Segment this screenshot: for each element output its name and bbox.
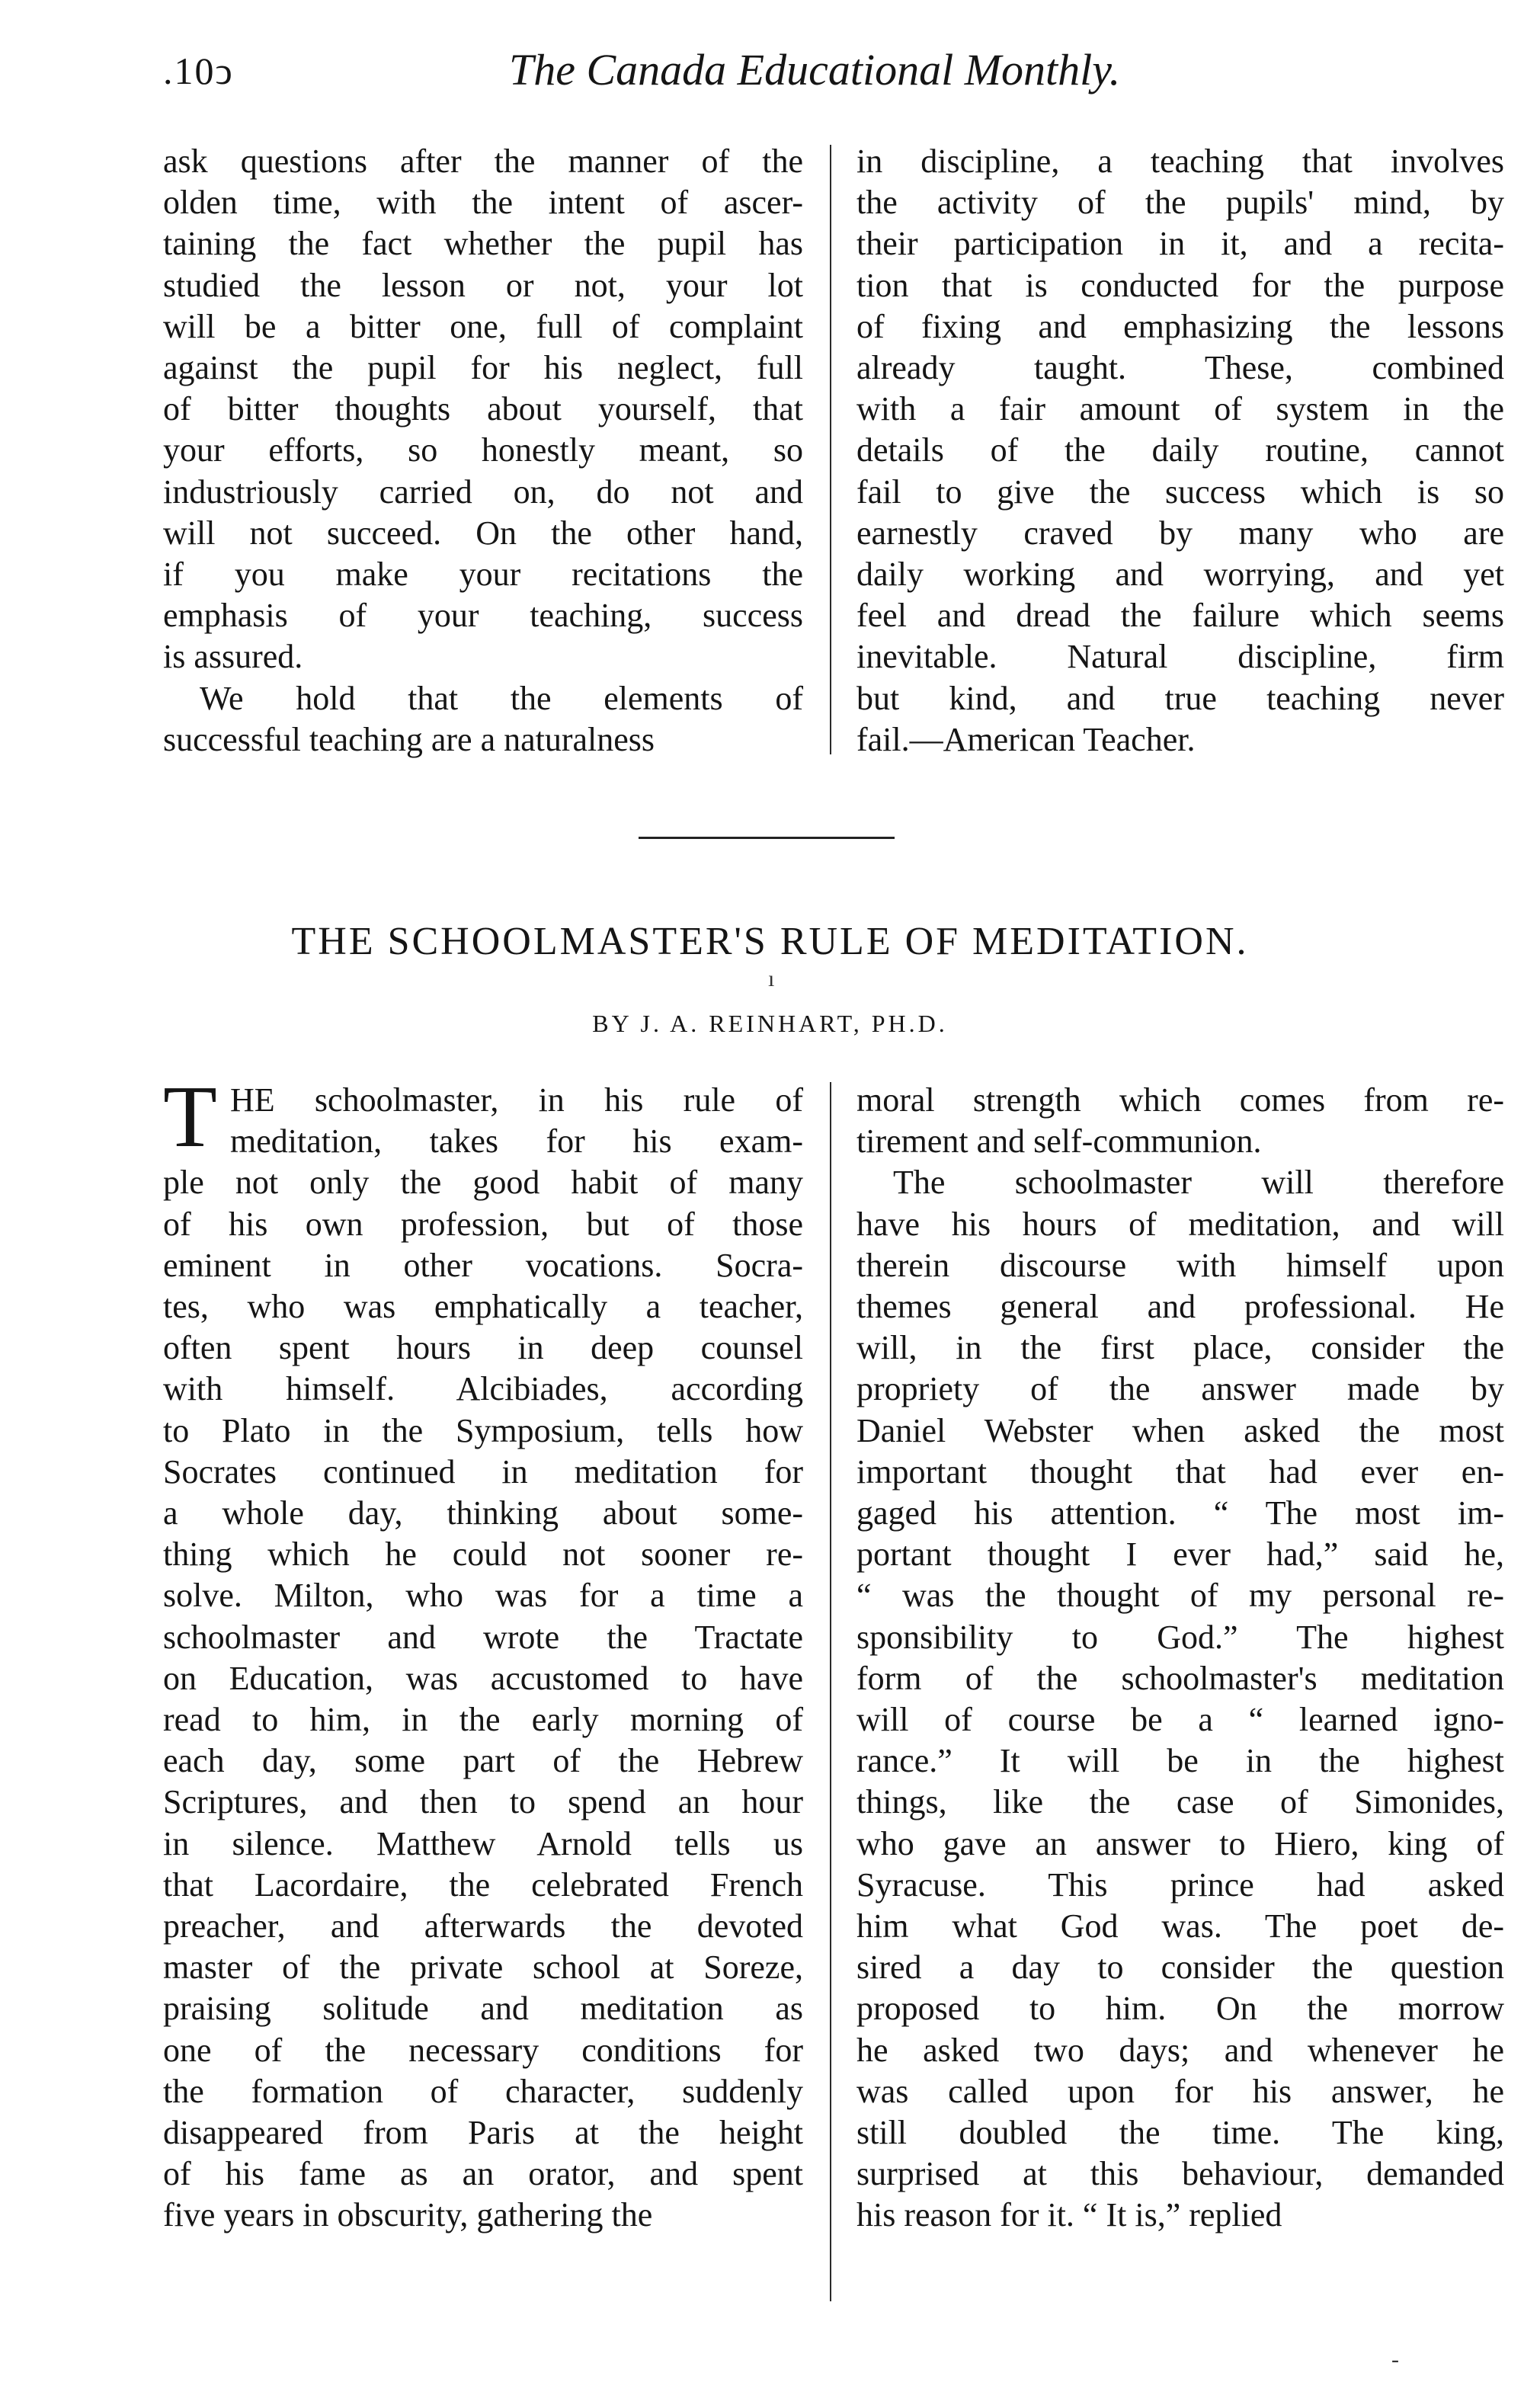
- text-line: but kind, and true teaching never: [856, 680, 1504, 717]
- section-divider: [639, 837, 895, 839]
- text-line: Scriptures, and then to spend an hour: [163, 1783, 803, 1820]
- top-column-rule: [830, 145, 831, 754]
- text-line: will, in the first place, consider the: [856, 1329, 1504, 1366]
- top-left-column: [163, 140, 803, 796]
- text-line: tion that is conducted for the purpose: [856, 267, 1504, 304]
- text-line: of fixing and emphasizing the lessons: [856, 308, 1504, 345]
- text-line: already taught. These, combined: [856, 349, 1504, 386]
- footer-mark: -: [1391, 2347, 1399, 2372]
- text-line: Daniel Webster when asked the most: [856, 1412, 1504, 1449]
- text-line: tes, who was emphatically a teacher,: [163, 1288, 803, 1325]
- text-line: of bitter thoughts about yourself, that: [163, 390, 803, 427]
- text-line: proposed to him. On the morrow: [856, 1990, 1504, 2027]
- text-line: your efforts, so honestly meant, so: [163, 431, 803, 469]
- text-line: one of the necessary conditions for: [163, 2032, 803, 2069]
- text-line: things, like the case of Simonides,: [856, 1783, 1504, 1820]
- text-line: he asked two days; and whenever he: [856, 2032, 1504, 2069]
- article-byline: BY J. A. REINHART, PH.D.: [592, 1010, 948, 1037]
- text-line: who gave an answer to Hiero, king of: [856, 1825, 1504, 1862]
- text-line: The schoolmaster will therefore: [893, 1164, 1504, 1201]
- text-line: with himself. Alcibiades, according: [163, 1370, 803, 1407]
- text-line: taining the fact whether the pupil has: [163, 225, 803, 262]
- text-line: surprised at this behaviour, demanded: [856, 2155, 1504, 2192]
- text-line: Socrates continued in meditation for: [163, 1453, 803, 1491]
- text-line: him what God was. The poet de-: [856, 1907, 1504, 1945]
- text-line: read to him, in the early morning of: [163, 1701, 803, 1738]
- text-line: fail to give the success which is so: [856, 473, 1504, 511]
- text-line: emphasis of your teaching, success: [163, 597, 803, 634]
- text-line: disappeared from Paris at the height: [163, 2114, 803, 2151]
- text-line: his reason for it. “ It is,” replied: [856, 2196, 1282, 2233]
- text-line: Syracuse. This prince had asked: [856, 1866, 1504, 1904]
- text-line: thing which he could not sooner re-: [163, 1535, 803, 1573]
- text-line: often spent hours in deep counsel: [163, 1329, 803, 1366]
- text-line: HE schoolmaster, in his rule of: [230, 1081, 803, 1119]
- text-line: fail.—American Teacher.: [856, 721, 1196, 758]
- stray-mark: ı: [768, 966, 775, 991]
- text-line: moral strength which comes from re-: [856, 1081, 1504, 1119]
- text-line: inevitable. Natural discipline, firm: [856, 638, 1504, 675]
- text-line: daily working and worrying, and yet: [856, 556, 1504, 593]
- text-line: was called upon for his answer, he: [856, 2073, 1504, 2110]
- text-line: ask questions after the manner of the: [163, 142, 803, 180]
- text-line: is assured.: [163, 638, 303, 675]
- bottom-column-rule: [830, 1082, 831, 2301]
- page-number: .10ↄ: [163, 50, 234, 92]
- text-line: in discipline, a teaching that involves: [856, 142, 1504, 180]
- text-line: solve. Milton, who was for a time a: [163, 1577, 803, 1614]
- text-line: have his hours of meditation, and will: [856, 1206, 1504, 1243]
- text-line: industriously carried on, do not and: [163, 473, 803, 511]
- article-title: THE SCHOOLMASTER'S RULE OF MEDITATION.: [291, 920, 1249, 963]
- text-line: sponsibility to God.” The highest: [856, 1619, 1504, 1656]
- text-line: earnestly craved by many who are: [856, 514, 1504, 552]
- text-line: still doubled the time. The king,: [856, 2114, 1504, 2151]
- text-line: the activity of the pupils' mind, by: [856, 184, 1504, 221]
- text-line: five years in obscurity, gathering the: [163, 2196, 653, 2233]
- text-line: We hold that the elements of: [200, 680, 803, 717]
- text-line: of his fame as an orator, and spent: [163, 2155, 803, 2192]
- text-line: praising solitude and meditation as: [163, 1990, 803, 2027]
- text-line: will of course be a “ learned igno-: [856, 1701, 1504, 1738]
- top-right-column: [856, 140, 1504, 796]
- text-line: if you make your recitations the: [163, 556, 803, 593]
- text-line: the formation of character, suddenly: [163, 2073, 803, 2110]
- text-line: on Education, was accustomed to have: [163, 1660, 803, 1697]
- text-line: rance.” It will be in the highest: [856, 1742, 1504, 1779]
- text-line: therein discourse with himself upon: [856, 1247, 1504, 1284]
- text-line: schoolmaster and wrote the Tractate: [163, 1619, 803, 1656]
- text-line: meditation, takes for his exam-: [230, 1122, 803, 1160]
- bottom-right-column: [856, 1079, 1504, 2314]
- drop-cap: T: [163, 1068, 217, 1166]
- text-line: important thought that had ever en-: [856, 1453, 1504, 1491]
- text-line: feel and dread the failure which seems: [856, 597, 1504, 634]
- text-line: studied the lesson or not, your lot: [163, 267, 803, 304]
- text-line: eminent in other vocations. Socra-: [163, 1247, 803, 1284]
- text-line: each day, some part of the Hebrew: [163, 1742, 803, 1779]
- text-line: their participation in it, and a recita-: [856, 225, 1504, 262]
- text-line: in silence. Matthew Arnold tells us: [163, 1825, 803, 1862]
- text-line: form of the schoolmaster's meditation: [856, 1660, 1504, 1697]
- text-line: with a fair amount of system in the: [856, 390, 1504, 427]
- text-line: details of the daily routine, cannot: [856, 431, 1504, 469]
- text-line: ple not only the good habit of many: [163, 1164, 803, 1201]
- text-line: themes general and professional. He: [856, 1288, 1504, 1325]
- bottom-left-column: [163, 1079, 803, 2314]
- text-line: of his own profession, but of those: [163, 1206, 803, 1243]
- text-line: tirement and self-communion.: [856, 1122, 1262, 1160]
- text-line: gaged his attention. “ The most im-: [856, 1494, 1504, 1532]
- text-line: will not succeed. On the other hand,: [163, 514, 803, 552]
- text-line: against the pupil for his neglect, full: [163, 349, 803, 386]
- text-line: preacher, and afterwards the devoted: [163, 1907, 803, 1945]
- journal-title: The Canada Educational Monthly.: [509, 45, 1121, 94]
- text-line: that Lacordaire, the celebrated French: [163, 1866, 803, 1904]
- text-line: to Plato in the Symposium, tells how: [163, 1412, 803, 1449]
- text-line: sired a day to consider the question: [856, 1948, 1504, 1986]
- text-line: master of the private school at Soreze,: [163, 1948, 803, 1986]
- text-line: “ was the thought of my personal re-: [856, 1577, 1504, 1614]
- text-line: successful teaching are a naturalness: [163, 721, 655, 758]
- text-line: a whole day, thinking about some-: [163, 1494, 803, 1532]
- text-line: olden time, with the intent of ascer-: [163, 184, 803, 221]
- text-line: will be a bitter one, full of complaint: [163, 308, 803, 345]
- text-line: portant thought I ever had,” said he,: [856, 1535, 1504, 1573]
- text-line: propriety of the answer made by: [856, 1370, 1504, 1407]
